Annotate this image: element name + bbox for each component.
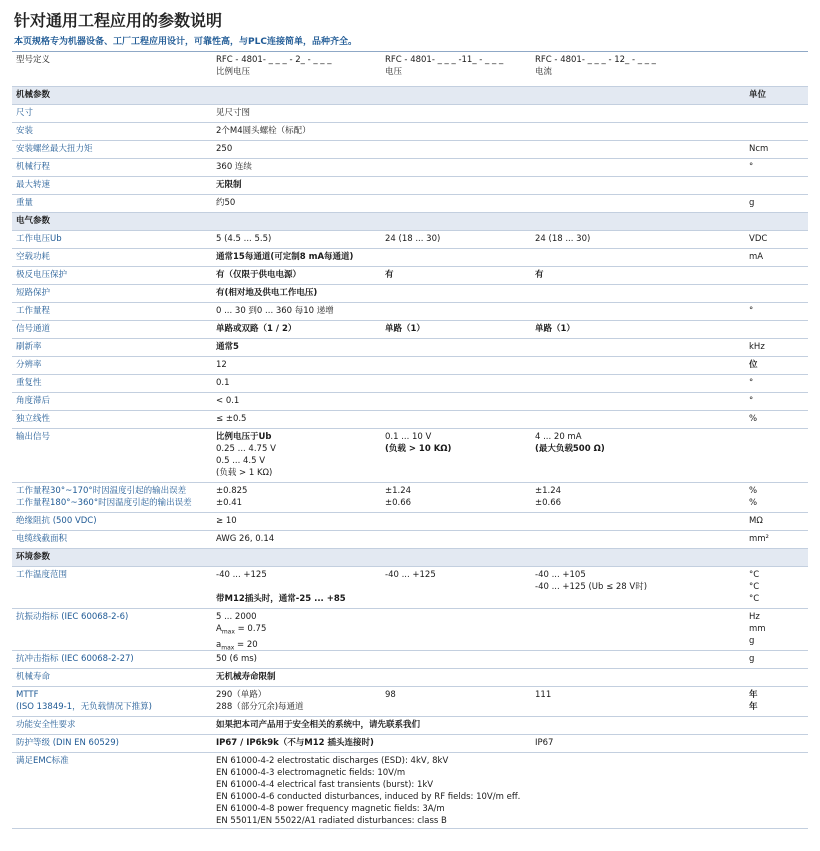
spec-label: 输出信号 <box>16 432 51 442</box>
unit-header: 单位 <box>749 90 767 100</box>
spec-row <box>12 249 808 267</box>
spec-label: 抗冲击指标 (IEC 60068-2-27) <box>16 654 134 664</box>
spec-value: 有(相对地及供电工作电压) <box>216 288 318 298</box>
page-subtitle: 本页规格专为机器设备、工厂工程应用设计，可靠性高，与PLC连接简单，品种齐全。 <box>14 37 357 47</box>
spec-value: 50 (6 ms) <box>216 654 257 664</box>
model-header-row <box>12 52 808 87</box>
spec-label: 机械寿命 <box>16 672 51 682</box>
spec-value: 有 <box>385 270 394 280</box>
model-code: RFC - 4801- _ _ _ - 2_ - _ _ _ <box>216 55 332 65</box>
spec-row-mttf: MTTF (ISO 13849-1，无负载情况下推算) 290（单路） 288（部分冗余)每通道 98 111 年 年 <box>12 687 808 717</box>
spec-label: 重量 <box>16 198 34 208</box>
spec-value: ≥ 10 <box>216 516 237 526</box>
spec-value: 无机械寿命限制 <box>216 672 276 682</box>
spec-label: 短路保护 <box>16 288 51 298</box>
spec-value: 无限制 <box>216 180 242 190</box>
spec-label: 独立线性 <box>16 414 51 424</box>
spec-row <box>12 321 808 339</box>
spec-label: 绝缘阻抗 (500 VDC) <box>16 516 97 526</box>
spec-value: 单路或双路（1 / 2） <box>216 324 297 334</box>
model-type: 比例电压 <box>216 67 251 77</box>
section-title: 机械参数 <box>16 90 51 100</box>
spec-row-output <box>12 429 808 483</box>
spec-value: 2个M4圆头螺栓（标配） <box>216 126 311 136</box>
spec-value: 约50 <box>216 198 236 208</box>
spec-row <box>12 357 808 375</box>
spec-row <box>12 231 808 249</box>
page-title: 针对通用工程应用的参数说明 <box>14 11 223 30</box>
spec-value: 单路（1） <box>385 324 425 334</box>
spec-unit: ° <box>749 162 754 172</box>
model-type: 电压 <box>385 67 403 77</box>
spec-row <box>12 195 808 213</box>
model-col-3 <box>535 52 749 86</box>
section-environment <box>12 549 808 567</box>
spec-value: 单路（1） <box>535 324 575 334</box>
spec-row <box>12 411 808 429</box>
spec-label: 抗振动指标 (IEC 60068-2-6) <box>16 612 129 622</box>
spec-unit: mm² <box>749 534 769 544</box>
spec-value: 250 <box>216 144 233 154</box>
model-label: 型号定义 <box>16 55 51 65</box>
spec-row <box>12 303 808 321</box>
spec-unit: ° <box>749 396 754 406</box>
spec-value: 12 <box>216 360 227 370</box>
spec-label: 分辨率 <box>16 360 42 370</box>
spec-row <box>12 285 808 303</box>
spec-unit: Ncm <box>749 144 769 154</box>
spec-row <box>12 717 808 735</box>
spec-value: 有 <box>535 270 544 280</box>
section-title: 环境参数 <box>16 552 51 562</box>
spec-label: 角度滞后 <box>16 396 51 406</box>
spec-unit: 位 <box>749 360 758 370</box>
spec-row-temperature: 工作温度范围 -40 ... +125 带M12插头时，通常-25 ... +85 -40 ... +125 -40 ... +105 -40 ... +125 (Ub ≤ 28 V时) °C °C °C <box>12 567 808 609</box>
spec-value: 360 连续 <box>216 162 252 172</box>
spec-label: 安装螺丝最大扭力矩 <box>16 144 93 154</box>
model-code: RFC - 4801- _ _ _ -11_ - _ _ _ <box>385 55 504 65</box>
section-electrical <box>12 213 808 231</box>
spec-value: 24 (18 ... 30) <box>535 234 591 244</box>
spec-table <box>12 51 808 829</box>
output-values-2: 0.1 ... 10 V (负载 > 10 KΩ) <box>385 432 452 454</box>
model-type: 电流 <box>535 67 553 77</box>
spec-row <box>12 123 808 141</box>
spec-row <box>12 513 808 531</box>
spec-row <box>12 375 808 393</box>
output-values-1: 比例电压于Ub 0.25 ... 4.75 V 0.5 ... 4.5 V (负载 > 1 KΩ) <box>216 432 276 478</box>
spec-row <box>12 651 808 669</box>
spec-value: 5 (4.5 ... 5.5) <box>216 234 272 244</box>
spec-label: 机械行程 <box>16 162 51 172</box>
spec-unit: kHz <box>749 342 765 352</box>
spec-value: 0.1 <box>216 378 230 388</box>
spec-unit: ° <box>749 378 754 388</box>
spec-unit: MΩ <box>749 516 763 526</box>
spec-row <box>12 267 808 285</box>
spec-label: 重复性 <box>16 378 42 388</box>
model-col-2 <box>385 52 535 86</box>
spec-row <box>12 393 808 411</box>
spec-value: 24 (18 ... 30) <box>385 234 441 244</box>
spec-row <box>12 735 808 753</box>
spec-label: 功能安全性要求 <box>16 720 76 730</box>
spec-value: 0 ... 30 到0 ... 360 每10 递增 <box>216 306 334 316</box>
spec-value: 通常5 <box>216 342 239 352</box>
spec-value: 见尺寸图 <box>216 108 251 118</box>
spec-value: 通常15每通道(可定制8 mA每通道) <box>216 252 354 262</box>
spec-row <box>12 339 808 357</box>
spec-label: 最大转速 <box>16 180 51 190</box>
spec-value: IP67 <box>535 738 554 748</box>
spec-value: < 0.1 <box>216 396 240 406</box>
spec-label: 极反电压保护 <box>16 270 68 280</box>
output-values-3: 4 ... 20 mA (最大负载500 Ω) <box>535 432 605 454</box>
spec-label: 信号通道 <box>16 324 51 334</box>
spec-value: ≤ ±0.5 <box>216 414 247 424</box>
spec-value: 有（仅限于供电电源） <box>216 270 302 280</box>
spec-value: AWG 26, 0.14 <box>216 534 275 544</box>
spec-label: 刷新率 <box>16 342 42 352</box>
spec-unit: g <box>749 198 755 208</box>
model-col-1 <box>216 52 385 86</box>
model-code: RFC - 4801- _ _ _ - 12_ - _ _ _ <box>535 55 656 65</box>
section-title: 电气参数 <box>16 216 51 226</box>
spec-value: IP67 / IP6k9k（不与M12 插头连接时) <box>216 738 374 748</box>
spec-row <box>12 531 808 549</box>
spec-unit: mA <box>749 252 764 262</box>
spec-row-emc <box>12 753 808 829</box>
spec-row <box>12 669 808 687</box>
spec-label: 工作量程30°~170°时因温度引起的输出误差 工作量程180°~360°时因温度引起的输出误差 <box>16 486 192 508</box>
spec-unit: ° <box>749 306 754 316</box>
spec-row-temp-error: 工作量程30°~170°时因温度引起的输出误差 工作量程180°~360°时因温度引起的输出误差 ±0.825 ±0.41 ±1.24 ±0.66 ±1.24 ±0.66 % % <box>12 483 808 513</box>
spec-label: 工作温度范围 <box>16 570 68 580</box>
spec-value: 如果把本司产品用于安全相关的系统中，请先联系我们 <box>216 720 421 730</box>
spec-label: 尺寸 <box>16 108 34 118</box>
spec-label: 电缆线截面积 <box>16 534 68 544</box>
spec-row <box>12 177 808 195</box>
spec-row <box>12 159 808 177</box>
spec-unit: VDC <box>749 234 768 244</box>
spec-label: 空载功耗 <box>16 252 51 262</box>
spec-label: 安装 <box>16 126 34 136</box>
section-mechanical <box>12 87 808 105</box>
spec-unit: g <box>749 654 755 664</box>
spec-row <box>12 105 808 123</box>
spec-label: 工作量程 <box>16 306 51 316</box>
spec-unit: % <box>749 414 758 424</box>
spec-label: 满足EMC标准 <box>16 756 69 766</box>
spec-label: 工作电压Ub <box>16 234 62 244</box>
spec-label: 防护等级 (DIN EN 60529) <box>16 738 119 748</box>
spec-row-vibration: 抗振动指标 (IEC 60068-2-6) 5 ... 2000 $A_{max} = 0.75$ $a_{max} = 20$ Hz mm g <box>12 609 808 651</box>
spec-row <box>12 141 808 159</box>
emc-list: EN 61000-4-2 electrostatic discharges (ESD): 4kV, 8kV EN 61000-4-3 electromagnetic fields: 10V/m EN 61000-4-4 electrical fast transients (burst): 1kV EN 61000-4-6 conducted disturbances, induced by RF fields: 10V/m eff. EN 61000-4-8 power frequency magnetic fields: 3A/m EN 55011/EN 55022/A1 radiated disturbances: class B <box>216 756 521 826</box>
